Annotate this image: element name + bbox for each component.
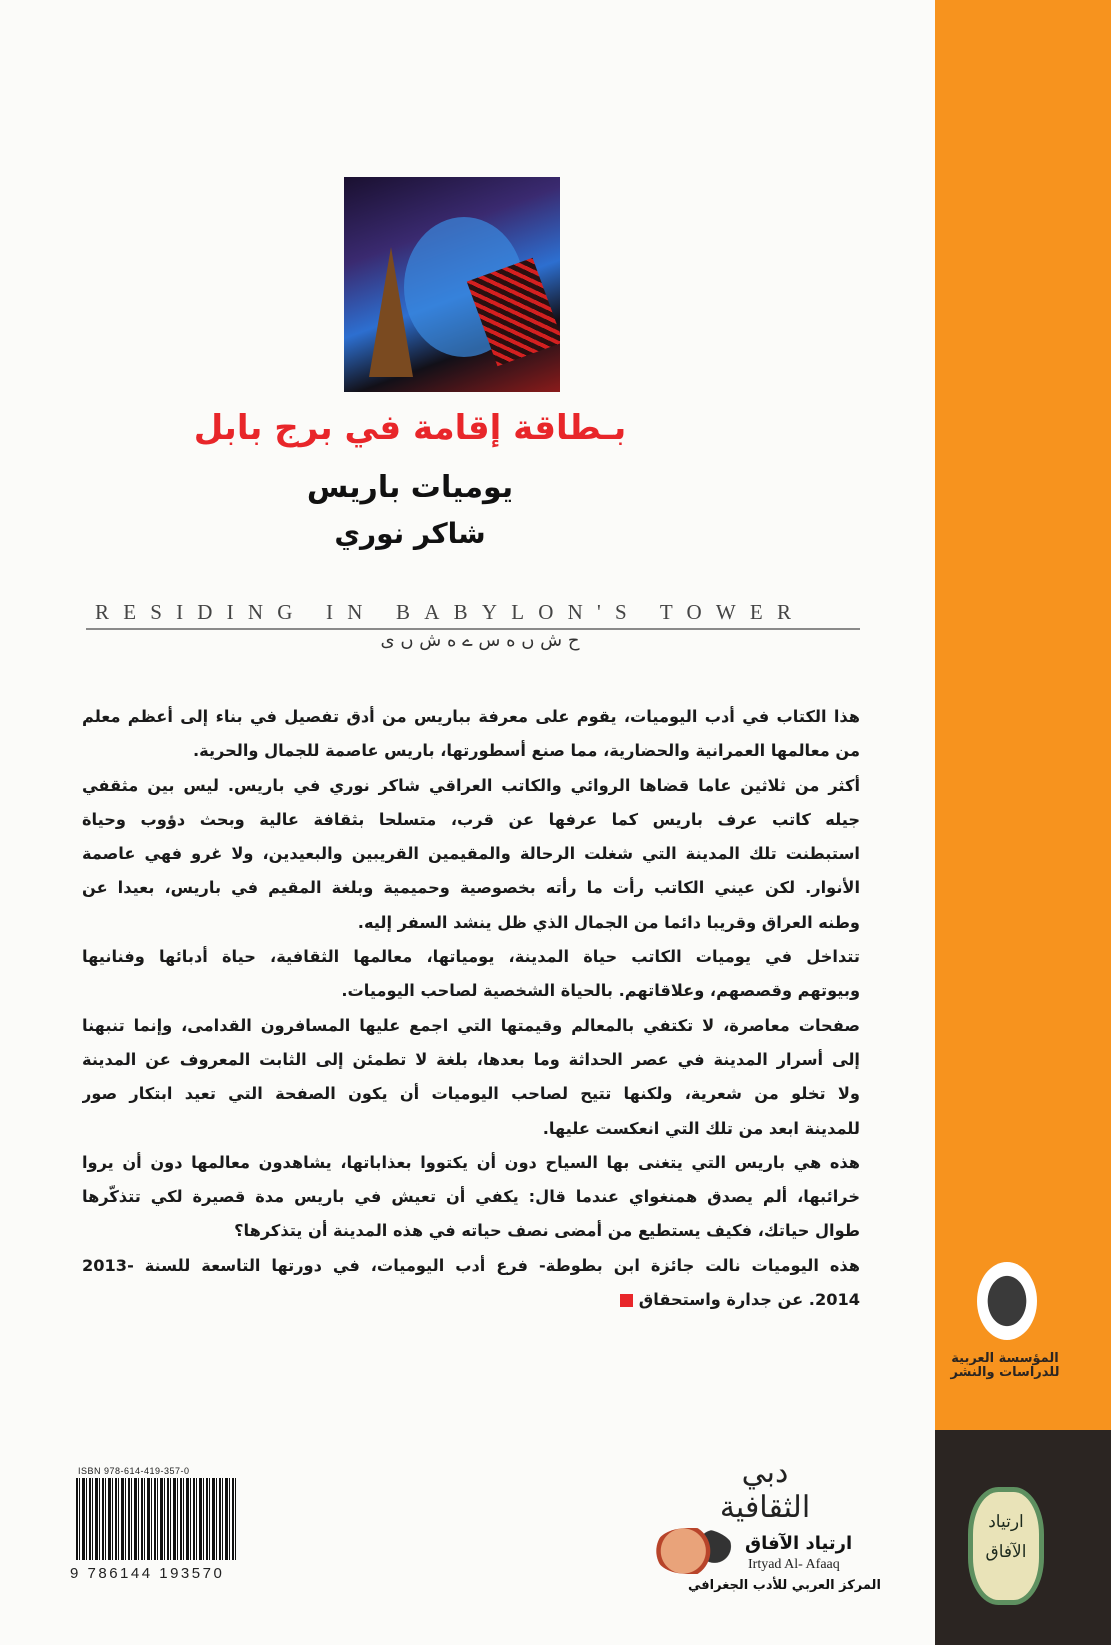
blurb-line bbox=[82, 1214, 860, 1248]
irtyad-center-name: المركز العربي للأدب الجغرافي bbox=[688, 1578, 881, 1593]
blurb-line-text: وبيوتهم وقصصهم، وعلاقاتهم. بالحياة الشخصية لصاحب اليوميات. bbox=[341, 981, 860, 1001]
blurb-line bbox=[82, 871, 860, 905]
blurb-line bbox=[82, 1077, 860, 1111]
irtyad-logo-arabic: ارتياد الآفاق bbox=[745, 1533, 853, 1554]
blurb-line bbox=[82, 1112, 860, 1146]
irtyad-seal-logo: ارتياد الآفاق bbox=[968, 1487, 1044, 1605]
book-spine bbox=[935, 0, 1111, 1645]
decorative-script: ح ش ں ه س ے ه ش ں ی bbox=[380, 630, 580, 651]
author-name: شاكر نوري bbox=[334, 517, 486, 550]
isbn-label: ISBN 978-614-419-357-0 bbox=[78, 1466, 190, 1476]
publisher-emblem-icon bbox=[977, 1262, 1037, 1340]
blurb-line-text: إلى أسرار المدينة في عصر الحداثة وما بعدها، بلغة لا تطمئن إلى الثابت المعروف عن المدينة bbox=[82, 1049, 860, 1069]
blurb-line-text: وطنه العراق وقريبا دائما من الجمال الذي ظل ينشد السفر إليه. bbox=[357, 912, 860, 932]
blurb-line bbox=[82, 940, 860, 974]
blurb-line bbox=[82, 769, 860, 803]
blurb-line-text: هذه هي باريس التي يتغنى بها السياح دون أن يكتووا بعذاباتها، يشاهدون معالمها دون أن يروا bbox=[82, 1152, 860, 1172]
blurb-line-text: من معالمها العمرانية والحضارية، مما صنع أسطورتها، باريس عاصمة للجمال والحرية. bbox=[193, 741, 860, 761]
blurb-line-text: هذا الكتاب في أدب اليوميات، يقوم على معرفة بباريس من أدق تفصيل في بناء إلى أعظم معلم bbox=[82, 707, 860, 726]
eiffel-tower-icon bbox=[369, 247, 413, 377]
blurb-line-text: صفحات معاصرة، لا تكتفي بالمعالم وقيمتها التي اجمع عليها المسافرون القدامى، وإنما تنبهنا bbox=[82, 1015, 860, 1035]
blurb-line-text: أكثر من ثلاثين عاما قضاها الروائي والكاتب العراقي شاكر نوري في باريس. ليس بين مثقفي bbox=[82, 775, 860, 795]
blurb-line bbox=[82, 1283, 860, 1317]
blurb-line bbox=[82, 1009, 860, 1043]
blurb-line bbox=[82, 1146, 860, 1180]
blurb-line bbox=[82, 734, 860, 768]
tiger-logo-icon bbox=[656, 1528, 734, 1574]
blurb-line bbox=[82, 974, 860, 1008]
blurb-line bbox=[82, 700, 860, 734]
dubai-culture-logo: دبي الثقافية bbox=[719, 1455, 811, 1525]
blurb-line bbox=[82, 1043, 860, 1077]
blurb-line-text: تتداخل في يوميات الكاتب حياة المدينة، يومياتها، معالمها الثقافية، حياة أدبائها وفنانيها bbox=[82, 947, 860, 967]
barcode-number: 9 786144 193570 bbox=[70, 1565, 225, 1582]
blurb-line-text: طوال حياتك، فكيف يستطيع من أمضى نصف حياته في هذه المدينة أن يتذكرها؟ bbox=[234, 1221, 860, 1241]
blurb-line-text: استبطنت تلك المدينة التي شغلت الرحالة والمقيمين القريبين والبعيدين، ولا غرو فهي عاصمة bbox=[82, 844, 860, 864]
blurb-text bbox=[82, 700, 860, 1317]
end-square-icon bbox=[620, 1294, 633, 1307]
english-title: RESIDING IN BABYLON'S TOWER bbox=[95, 600, 806, 624]
blurb-line-text: خرائبها، ألم يصدق همنغواي عندما قال: يكفي أن تعيش في باريس مدة قصيرة لكي تتذكّرها bbox=[82, 1187, 860, 1207]
blurb-line-text: ولا تخلو من شعرية، ولكنها تتيح لصاحب اليوميات أن يكون الصفحة التي تعيد ابتكار صور bbox=[82, 1084, 860, 1104]
blurb-line-text: الأنوار. لكن عيني الكاتب رأت ما رأته بخصوصية وحميمية وبلغة المقيم في باريس، بعيدا عن bbox=[82, 878, 860, 898]
book-subtitle: يوميات باريس bbox=[306, 470, 514, 505]
blurb-line bbox=[82, 837, 860, 871]
blurb-line bbox=[82, 906, 860, 940]
blurb-line-text: جيله كاتب عرف باريس كما عرفها عن قرب، متسلحا بثقافة عالية وبحث دؤوب وحياة bbox=[82, 809, 860, 829]
blurb-line bbox=[82, 1249, 860, 1283]
cover-artwork bbox=[344, 177, 560, 392]
barcode-icon bbox=[76, 1478, 236, 1560]
blurb-line bbox=[82, 1180, 860, 1214]
blurb-line-text: 2014. عن جدارة واستحقاق bbox=[638, 1290, 860, 1310]
book-title: بـطاقة إقامة في برج بابل bbox=[193, 408, 627, 448]
blurb-line-text: للمدينة ابعد من تلك التي انعكست عليها. bbox=[542, 1118, 860, 1138]
blurb-line bbox=[82, 803, 860, 837]
irtyad-logo-english: Irtyad Al- Afaaq bbox=[748, 1557, 840, 1572]
spine-publisher-name: المؤسسة العربية للدراسات والنشر bbox=[950, 1351, 1060, 1380]
blurb-line-text: هذه اليوميات نالت جائزة ابن بطوطة- فرع أدب اليوميات، في دورتها التاسعة للسنة -2013 bbox=[82, 1255, 860, 1275]
